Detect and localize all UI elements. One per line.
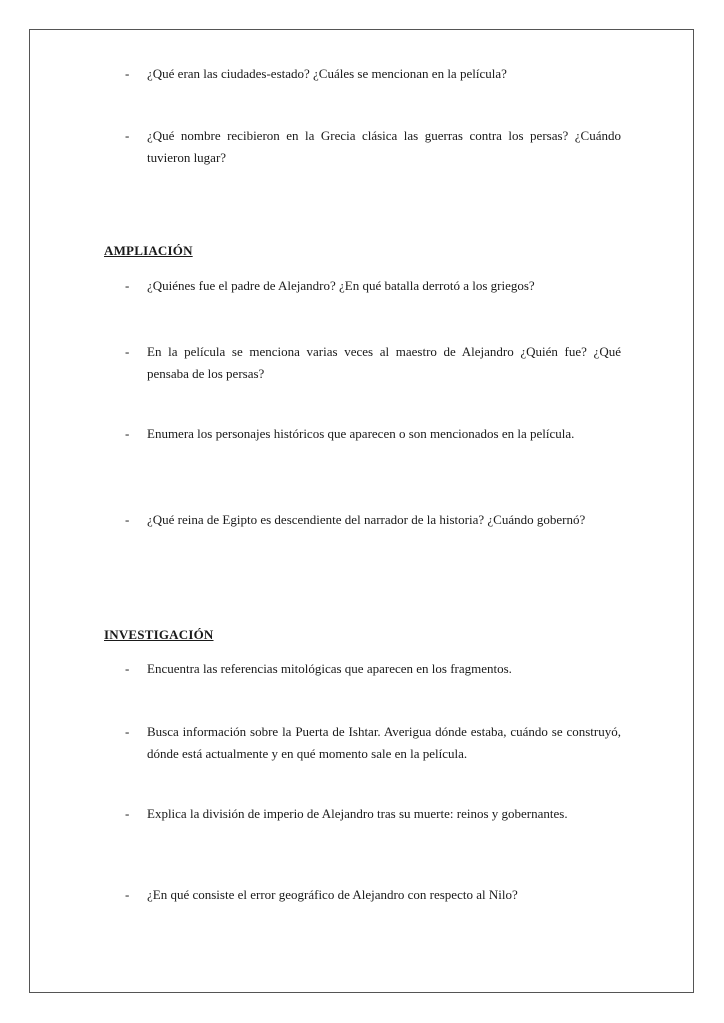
bullet-dash: - [125, 661, 130, 676]
bullet-dash: - [125, 426, 130, 441]
question-text: Busca información sobre la Puerta de Ishtar. Averigua dónde estaba, cuándo se construyó, dónde está actualmente y en qué momento sale en la película. [147, 724, 621, 761]
question-text: Explica la división de imperio de Alejandro tras su muerte: reinos y gobernantes. [147, 806, 568, 821]
bullet-dash: - [125, 344, 130, 359]
question-text: En la película se menciona varias veces al maestro de Alejandro ¿Quién fue? ¿Qué pensaba de los persas? [147, 344, 621, 381]
question-text: Enumera los personajes históricos que aparecen o son mencionados en la película. [147, 426, 575, 441]
section-heading-investigacion: INVESTIGACIÓN [104, 627, 214, 642]
bullet-dash: - [125, 887, 130, 902]
bullet-dash: - [125, 724, 130, 739]
question-text: ¿Qué nombre recibieron en la Grecia clásica las guerras contra los persas? ¿Cuándo tuvieron lugar? [147, 128, 621, 165]
section-heading-ampliacion: AMPLIACIÓN [104, 243, 193, 258]
bullet-dash: - [125, 806, 130, 821]
bullet-dash: - [125, 278, 130, 293]
bullet-dash: - [125, 512, 130, 527]
question-text: ¿En qué consiste el error geográfico de Alejandro con respecto al Nilo? [147, 887, 518, 902]
question-text: ¿Qué reina de Egipto es descendiente del narrador de la historia? ¿Cuándo gobernó? [147, 512, 586, 527]
bullet-dash: - [125, 66, 130, 81]
question-text: ¿Quiénes fue el padre de Alejandro? ¿En qué batalla derrotó a los griegos? [147, 278, 535, 293]
bullet-dash: - [125, 128, 130, 143]
question-text: ¿Qué eran las ciudades-estado? ¿Cuáles se mencionan en la película? [147, 66, 507, 81]
question-text: Encuentra las referencias mitológicas que aparecen en los fragmentos. [147, 661, 512, 676]
